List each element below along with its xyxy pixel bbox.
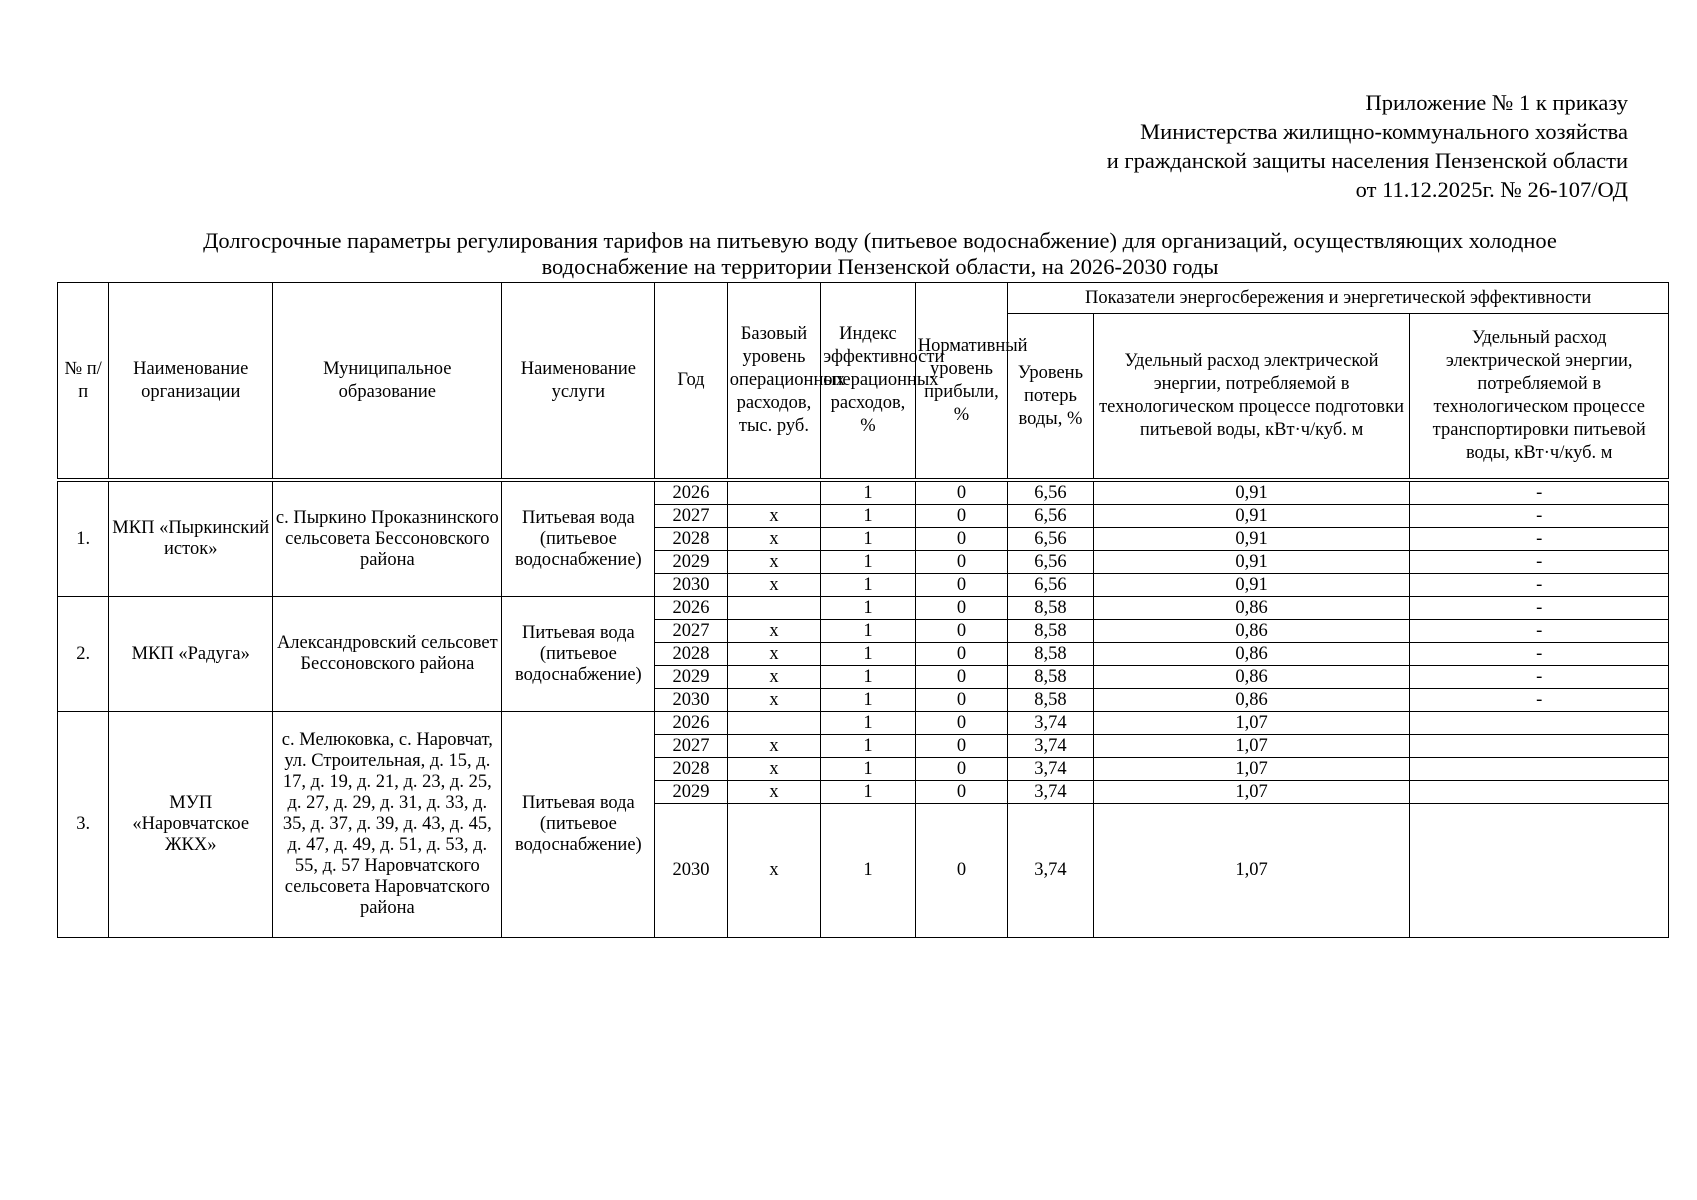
cell-profit: 0	[915, 528, 1008, 551]
cell-elec-transport: -	[1410, 689, 1669, 712]
cell-base-cost	[727, 597, 821, 620]
cell-base-cost	[727, 712, 821, 735]
cell-elec-transport	[1410, 735, 1669, 758]
appendix-line: Приложение № 1 к приказу	[1365, 90, 1628, 115]
header-elec-prep: Удельный расход электрической энергии, потребляемой в технологическом процессе подготовки питьевой воды, кВт·ч/куб. м	[1093, 314, 1410, 479]
table-row	[58, 482, 1669, 505]
cell-water-loss: 6,56	[1008, 551, 1093, 574]
cell-year: 2030	[655, 689, 727, 712]
cell-elec-prep: 0,91	[1093, 482, 1410, 505]
cell-profit: 0	[915, 781, 1008, 804]
header-efficiency-index: Индекс эффективности операционных расходов, %	[821, 283, 916, 479]
cell-efficiency-index: 1	[821, 482, 916, 505]
cell-base-cost: х	[727, 528, 821, 551]
cell-efficiency-index: 1	[821, 712, 916, 735]
table-body	[58, 482, 1669, 938]
cell-profit: 0	[915, 505, 1008, 528]
header-elec-transport: Удельный расход электрической энергии, потребляемой в технологическом процессе транспортировки питьевой воды, кВт·ч/куб. м	[1410, 314, 1669, 479]
cell-municipality: с. Пыркино Проказнинского сельсовета Бессоновского района	[273, 482, 502, 597]
cell-elec-prep: 1,07	[1093, 758, 1410, 781]
cell-efficiency-index: 1	[821, 574, 916, 597]
order-reference	[1107, 88, 1628, 204]
cell-profit: 0	[915, 712, 1008, 735]
cell-elec-prep: 0,91	[1093, 505, 1410, 528]
header-base-cost: Базовый уровень операционных расходов, тыс. руб.	[727, 283, 821, 479]
cell-elec-prep: 0,91	[1093, 528, 1410, 551]
cell-base-cost: х	[727, 735, 821, 758]
header-municipality: Муниципальное образование	[273, 283, 502, 479]
cell-efficiency-index: 1	[821, 551, 916, 574]
cell-base-cost: х	[727, 758, 821, 781]
cell-water-loss: 8,58	[1008, 597, 1093, 620]
cell-efficiency-index: 1	[821, 620, 916, 643]
cell-num: 1.	[58, 482, 109, 597]
cell-elec-transport: -	[1410, 597, 1669, 620]
cell-year: 2026	[655, 712, 727, 735]
cell-water-loss: 8,58	[1008, 643, 1093, 666]
cell-elec-prep: 1,07	[1093, 804, 1410, 938]
cell-elec-transport: -	[1410, 505, 1669, 528]
cell-elec-transport	[1410, 712, 1669, 735]
cell-water-loss: 3,74	[1008, 781, 1093, 804]
cell-profit: 0	[915, 735, 1008, 758]
tariff-parameters-table	[57, 282, 1669, 938]
cell-profit: 0	[915, 551, 1008, 574]
cell-service: Питьевая вода (питьевое водоснабжение)	[502, 597, 655, 712]
header-year: Год	[655, 283, 727, 479]
cell-elec-prep: 0,86	[1093, 620, 1410, 643]
table-row	[58, 597, 1669, 620]
cell-base-cost: х	[727, 804, 821, 938]
cell-num: 3.	[58, 712, 109, 938]
cell-base-cost: х	[727, 620, 821, 643]
cell-profit: 0	[915, 482, 1008, 505]
header-service: Наименование услуги	[502, 283, 655, 479]
cell-elec-prep: 0,86	[1093, 689, 1410, 712]
cell-elec-transport: -	[1410, 666, 1669, 689]
cell-water-loss: 3,74	[1008, 758, 1093, 781]
cell-water-loss: 3,74	[1008, 804, 1093, 938]
cell-efficiency-index: 1	[821, 781, 916, 804]
cell-elec-transport: -	[1410, 528, 1669, 551]
cell-elec-transport: -	[1410, 574, 1669, 597]
cell-efficiency-index: 1	[821, 643, 916, 666]
header-profit: Нормативный уровень прибыли, %	[915, 283, 1008, 479]
cell-base-cost	[727, 482, 821, 505]
header-water-loss: Уровень потерь воды, %	[1008, 314, 1093, 479]
cell-profit: 0	[915, 597, 1008, 620]
table-header	[58, 283, 1669, 482]
title-line-1: Долгосрочные параметры регулирования тарифов на питьевую воду (питьевое водоснабжение) для организаций, осуществляющих холодное	[203, 228, 1557, 253]
cell-efficiency-index: 1	[821, 528, 916, 551]
cell-water-loss: 8,58	[1008, 689, 1093, 712]
cell-year: 2028	[655, 528, 727, 551]
header-energy-group: Показатели энергосбережения и энергетической эффективности	[1008, 283, 1669, 314]
cell-year: 2027	[655, 735, 727, 758]
cell-base-cost: х	[727, 643, 821, 666]
cell-org: МКП «Радуга»	[109, 597, 273, 712]
cell-efficiency-index: 1	[821, 505, 916, 528]
cell-elec-prep: 0,86	[1093, 597, 1410, 620]
cell-profit: 0	[915, 758, 1008, 781]
cell-year: 2027	[655, 620, 727, 643]
cell-water-loss: 8,58	[1008, 666, 1093, 689]
cell-profit: 0	[915, 689, 1008, 712]
cell-org: МУП «Наровчатское ЖКХ»	[109, 712, 273, 938]
cell-num: 2.	[58, 597, 109, 712]
cell-elec-transport	[1410, 804, 1669, 938]
cell-base-cost: х	[727, 551, 821, 574]
cell-elec-prep: 1,07	[1093, 781, 1410, 804]
document-title	[100, 228, 1660, 280]
cell-service: Питьевая вода (питьевое водоснабжение)	[502, 482, 655, 597]
title-line-2: водоснабжение на территории Пензенской области, на 2026-2030 годы	[541, 254, 1219, 279]
cell-elec-prep: 1,07	[1093, 735, 1410, 758]
cell-profit: 0	[915, 620, 1008, 643]
cell-municipality: Александровский сельсовет Бессоновского района	[273, 597, 502, 712]
cell-year: 2029	[655, 551, 727, 574]
cell-year: 2027	[655, 505, 727, 528]
cell-efficiency-index: 1	[821, 735, 916, 758]
cell-water-loss: 8,58	[1008, 620, 1093, 643]
cell-municipality: с. Мелюковка, с. Наровчат, ул. Строительная, д. 15, д. 17, д. 19, д. 21, д. 23, д. 25, д. 27, д. 29, д. 31, д. 33, д. 35, д. 37, д. 39, д. 43, д. 45, д. 47, д. 49, д. 51, д. 53, д. 55, д. 57 Наровчатского сельсовета Наровчатского района	[273, 712, 502, 938]
cell-elec-transport: -	[1410, 482, 1669, 505]
cell-base-cost: х	[727, 574, 821, 597]
cell-water-loss: 6,56	[1008, 574, 1093, 597]
cell-efficiency-index: 1	[821, 666, 916, 689]
cell-base-cost: х	[727, 505, 821, 528]
cell-profit: 0	[915, 574, 1008, 597]
cell-base-cost: х	[727, 666, 821, 689]
cell-elec-transport: -	[1410, 620, 1669, 643]
cell-water-loss: 6,56	[1008, 505, 1093, 528]
cell-org: МКП «Пыркинский исток»	[109, 482, 273, 597]
cell-water-loss: 3,74	[1008, 735, 1093, 758]
cell-water-loss: 6,56	[1008, 482, 1093, 505]
ministry-line-2: и гражданской защиты населения Пензенской области	[1106, 148, 1628, 173]
cell-profit: 0	[915, 666, 1008, 689]
cell-elec-prep: 0,86	[1093, 666, 1410, 689]
cell-efficiency-index: 1	[821, 597, 916, 620]
cell-efficiency-index: 1	[821, 689, 916, 712]
cell-year: 2026	[655, 482, 727, 505]
cell-base-cost: х	[727, 689, 821, 712]
cell-service: Питьевая вода (питьевое водоснабжение)	[502, 712, 655, 938]
cell-elec-prep: 0,86	[1093, 643, 1410, 666]
order-date-line: от 11.12.2025г. № 26-107/ОД	[1355, 177, 1628, 202]
cell-year: 2030	[655, 804, 727, 938]
header-org: Наименование организации	[109, 283, 273, 479]
cell-profit: 0	[915, 643, 1008, 666]
cell-elec-prep: 1,07	[1093, 712, 1410, 735]
ministry-line: Министерства жилищно-коммунального хозяйства	[1140, 119, 1628, 144]
cell-year: 2029	[655, 666, 727, 689]
cell-year: 2028	[655, 758, 727, 781]
cell-water-loss: 6,56	[1008, 528, 1093, 551]
cell-efficiency-index: 1	[821, 804, 916, 938]
cell-elec-transport: -	[1410, 551, 1669, 574]
table-row	[58, 712, 1669, 735]
cell-elec-transport	[1410, 781, 1669, 804]
cell-profit: 0	[915, 804, 1008, 938]
cell-efficiency-index: 1	[821, 758, 916, 781]
cell-year: 2028	[655, 643, 727, 666]
cell-year: 2026	[655, 597, 727, 620]
cell-elec-transport: -	[1410, 643, 1669, 666]
cell-water-loss: 3,74	[1008, 712, 1093, 735]
cell-elec-transport	[1410, 758, 1669, 781]
cell-elec-prep: 0,91	[1093, 551, 1410, 574]
cell-year: 2030	[655, 574, 727, 597]
header-num: № п/п	[58, 283, 109, 479]
cell-elec-prep: 0,91	[1093, 574, 1410, 597]
cell-year: 2029	[655, 781, 727, 804]
cell-base-cost: х	[727, 781, 821, 804]
